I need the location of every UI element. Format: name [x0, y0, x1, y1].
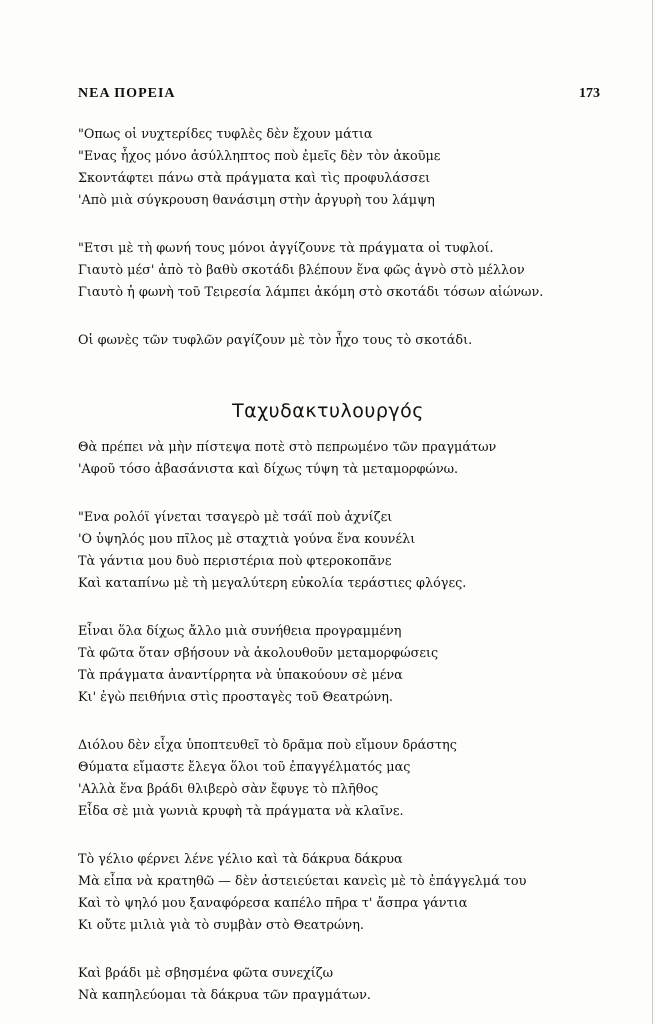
- verse-line: Διόλου δὲν εἶχα ὑποπτευθεῖ τὸ δρᾶμα ποὺ εἴμουν δράστης: [78, 738, 457, 753]
- verse-line: Γιαυτὸ μέσ' ἀπὸ τὸ βαθὺ σκοτάδι βλέπουν ἕνα φῶς ἁγνὸ στὸ μέλλον: [78, 263, 525, 278]
- stanza: [78, 124, 618, 212]
- scan-edge-line: [652, 0, 653, 1024]
- stanza: [78, 621, 618, 709]
- stanza: [78, 735, 618, 823]
- verse-line: 'Ο ὑψηλός μου πῖλος μὲ σταχτιὰ γούνα ἕνα κουνέλι: [78, 532, 416, 547]
- verse-line: Οἱ φωνὲς τῶν τυφλῶν ραγίζουν μὲ τὸν ἦχο τους τὸ σκοτάδι.: [78, 333, 473, 348]
- verse-line: Κι οὔτε μιλιὰ γιὰ τὸ συμβὰν στὸ Θεατρώνη.: [78, 918, 364, 933]
- verse-line: "Ενας ἦχος μόνο ἀσύλληπτος ποὺ ἐμεῖς δὲν τὸν ἀκοῦμε: [78, 149, 441, 164]
- page-number: 173: [579, 86, 600, 101]
- verse-line: "Ενα ρολόϊ γίνεται τσαγερὸ μὲ τσάϊ ποὺ ἀχνίζει: [78, 510, 393, 525]
- verse-line: "Οπως οἱ νυχτερίδες τυφλὲς δὲν ἔχουν μάτια: [78, 127, 373, 142]
- poem-body: [78, 437, 618, 1033]
- verse-line: 'Απὸ μιὰ σύγκρουση θανάσιμη στὴν ἀργυρὴ του λάμψη: [78, 193, 435, 208]
- verse-line: Σκοντάφτει πάνω στὰ πράγματα καὶ τὶς προφυλάσσει: [78, 171, 431, 186]
- poem-title: Ταχυδακτυλουργός: [232, 400, 424, 422]
- verse-line: Τὸ γέλιο φέρνει λένε γέλιο καὶ τὰ δάκρυα δάκρυα: [78, 852, 403, 867]
- stanza: [78, 330, 618, 352]
- verse-line: Τὰ γάντια μου δυὸ περιστέρια ποὺ φτεροκοπᾶνε: [78, 554, 392, 569]
- verse-line: Θύματα εἴμαστε ἔλεγα ὅλοι τοῦ ἐπαγγέλματός μας: [78, 760, 411, 775]
- verse-line: Τὰ φῶτα ὅταν σβήσουν νὰ ἀκολουθοῦν μεταμορφώσεις: [78, 646, 439, 661]
- verse-line: Καὶ καταπίνω μὲ τὴ μεγαλύτερη εὐκολία τεράστιες φλόγες.: [78, 576, 467, 591]
- verse-line: Γιαυτὸ ἡ φωνὴ τοῦ Τειρεσία λάμπει ἀκόμη στὸ σκοτάδι τόσων αἰώνων.: [78, 285, 544, 300]
- verse-line: Εἶναι ὅλα δίχως ἄλλο μιὰ συνήθεια προγραμμένη: [78, 624, 402, 639]
- stanza: [78, 849, 618, 937]
- stanza: [78, 238, 618, 304]
- verse-line: 'Αφοῦ τόσο ἀβασάνιστα καὶ δίχως τύψη τὰ μεταμορφώνω.: [78, 462, 459, 477]
- stanza: [78, 963, 618, 1007]
- stanza: [78, 507, 618, 595]
- stanza: [78, 437, 618, 481]
- running-header: [78, 86, 600, 108]
- verse-line: Καὶ τὸ ψηλό μου ξαναφόρεσα καπέλο πῆρα τ' ἄσπρα γάντια: [78, 896, 468, 911]
- poem-continuation: [78, 124, 618, 378]
- verse-line: Μὰ εἶπα νὰ κρατηθῶ — δὲν ἀστειεύεται κανεὶς μὲ τὸ ἐπάγγελμά του: [78, 874, 527, 889]
- verse-line: Εἶδα σὲ μιὰ γωνιὰ κρυφὴ τὰ πράγματα νὰ κλαῖνε.: [78, 804, 404, 819]
- verse-line: Κι' ἐγὼ πειθήνια στὶς προσταγὲς τοῦ Θεατρώνη.: [78, 690, 393, 705]
- journal-title: ΝΕΑ ΠΟΡΕΙΑ: [78, 86, 176, 101]
- verse-line: 'Αλλὰ ἕνα βράδι θλιβερὸ σὰν ἔφυγε τὸ πλῆθος: [78, 782, 379, 797]
- verse-line: Καὶ βράδι μὲ σβησμένα φῶτα συνεχίζω: [78, 966, 334, 981]
- verse-line: Τὰ πράγματα ἀναντίρρητα νὰ ὑπακούουν σὲ μένα: [78, 668, 403, 683]
- verse-line: Νὰ καπηλεύομαι τὰ δάκρυα τῶν πραγμάτων.: [78, 988, 371, 1003]
- verse-line: "Ετσι μὲ τὴ φωνή τους μόνοι ἀγγίζουνε τὰ πράγματα οἱ τυφλοί.: [78, 241, 494, 256]
- verse-line: Θὰ πρέπει νὰ μὴν πίστεψα ποτὲ στὸ πεπρωμένο τῶν πραγμάτων: [78, 440, 497, 455]
